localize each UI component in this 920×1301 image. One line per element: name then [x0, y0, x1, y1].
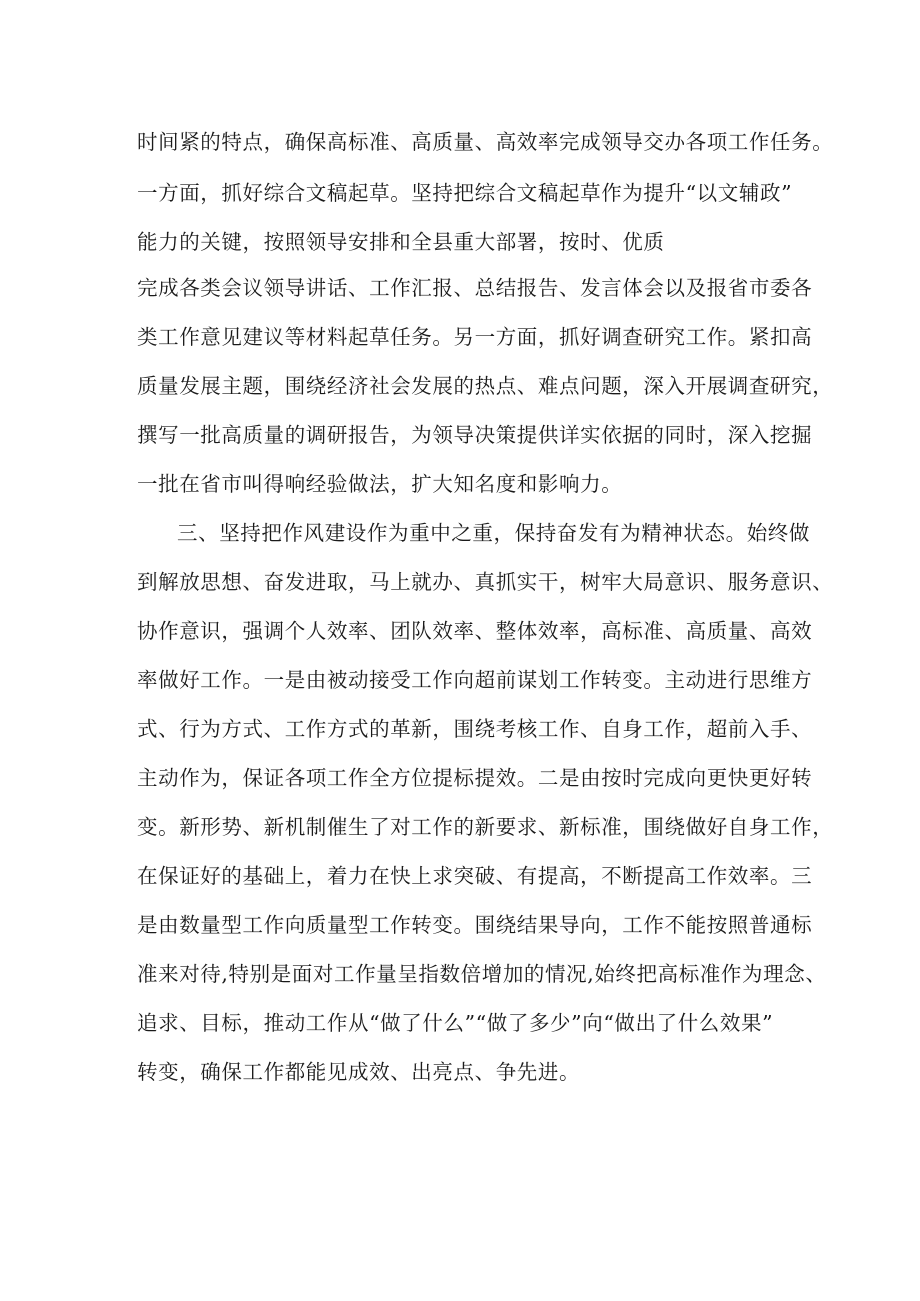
paragraph-2-line-6: 主动作为，保证各项工作全方位提标提效。二是由按时完成向更快更好转	[137, 766, 813, 790]
paragraph-2-line-3: 协作意识，强调个人效率、团队效率、整体效率，高标准、高质量、高效	[137, 619, 813, 643]
paragraph-2-line-8: 在保证好的基础上，着力在快上求突破、有提高，不断提高工作效率。三	[137, 864, 813, 888]
paragraph-2-line-12: 转变，确保工作都能见成效、出亮点、争先进。	[137, 1060, 581, 1084]
paragraph-1-line-7: 撰写一批高质量的调研报告，为领导决策提供详实依据的同时，深入挖掘	[137, 423, 813, 447]
paragraph-1-line-4: 完成各类会议领导讲话、工作汇报、总结报告、发言体会以及报省市委各	[137, 276, 813, 300]
paragraph-2-line-7: 变。新形势、新机制催生了对工作的新要求、新标准，围绕做好自身工作，	[137, 815, 834, 839]
paragraph-2-line-5: 式、行为方式、工作方式的革新，围绕考核工作、自身工作，超前入手、	[137, 717, 813, 741]
paragraph-1-line-2: 一方面，抓好综合文稿起草。坚持把综合文稿起草作为提升“以文辅政”	[137, 181, 793, 205]
paragraph-2-line-10: 准来对待,特别是面对工作量呈指数倍增加的情况,始终把高标准作为理念、	[137, 962, 827, 986]
paragraph-2-line-9: 是由数量型工作向质量型工作转变。围绕结果导向，工作不能按照普通标	[137, 913, 813, 937]
paragraph-2-line-11: 追求、目标，推动工作从“做了什么”“做了多少”向“做出了什么效果”	[137, 1011, 774, 1035]
paragraph-2-line-1: 三、坚持把作风建设作为重中之重，保持奋发有为精神状态。始终做	[177, 521, 810, 545]
paragraph-1-line-5: 类工作意见建议等材料起草任务。另一方面，抓好调查研究工作。紧扣高	[137, 325, 813, 349]
paragraph-1-line-1: 时间紧的特点，确保高标准、高质量、高效率完成领导交办各项工作任务。	[137, 130, 834, 154]
paragraph-2-line-4: 率做好工作。一是由被动接受工作向超前谋划工作转变。主动进行思维方	[137, 668, 813, 692]
paragraph-1-line-3: 能力的关键，按照领导安排和全县重大部署，按时、优质	[137, 230, 665, 254]
paragraph-1-line-8: 一批在省市叫得响经验做法，扩大知名度和影响力。	[137, 472, 623, 496]
paragraph-1-line-6: 质量发展主题，围绕经济社会发展的热点、难点问题，深入开展调查研究，	[137, 374, 834, 398]
paragraph-2-line-2: 到解放思想、奋发进取，马上就办、真抓实干，树牢大局意识、服务意识、	[137, 570, 834, 594]
